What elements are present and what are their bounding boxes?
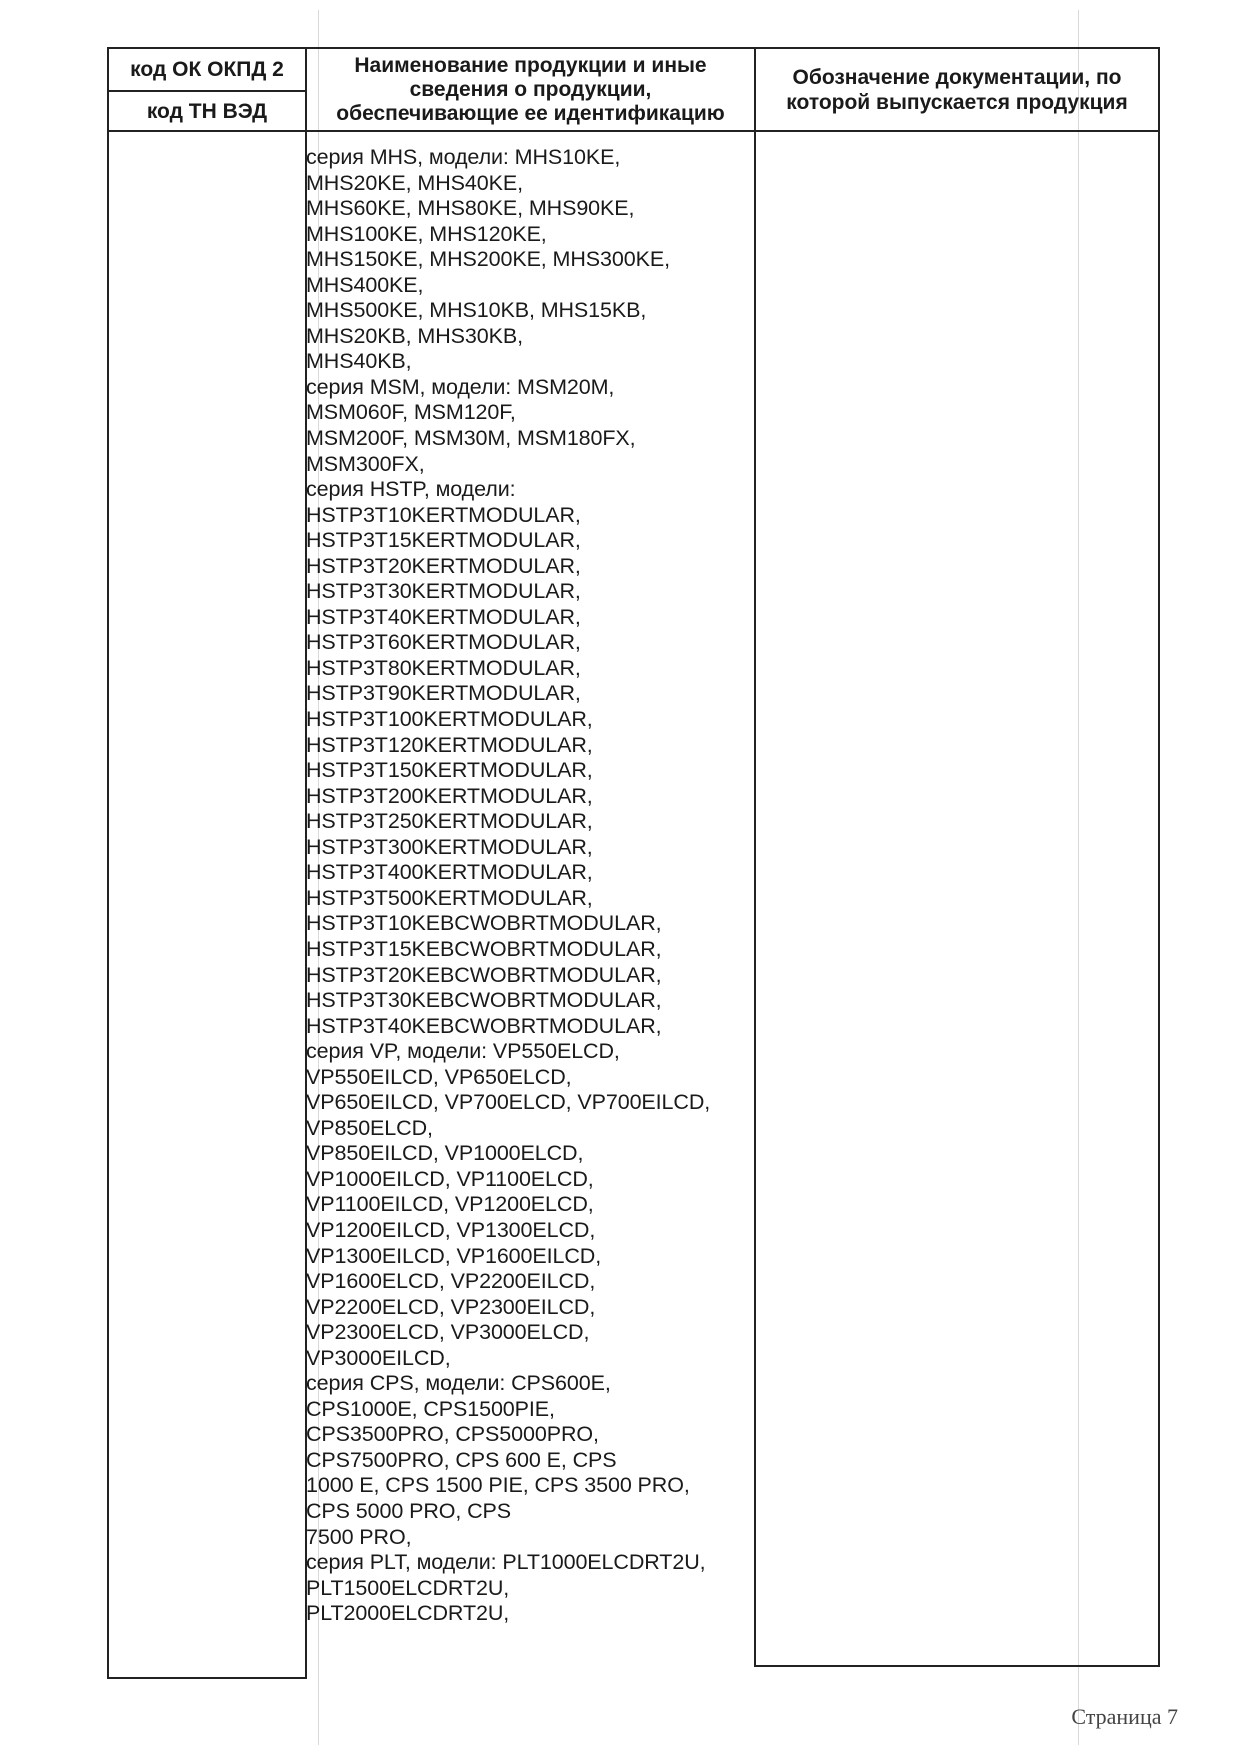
product-line: HSTP3T80KERTMODULAR, — [306, 655, 581, 680]
header-product-name — [307, 49, 754, 130]
product-line: MHS100KE, MHS120KE, — [306, 221, 547, 246]
product-line: MHS150KE, MHS200KE, MHS300KE, — [306, 247, 670, 272]
product-line: HSTP3T10KEBCWOBRTMODULAR, — [306, 911, 662, 936]
product-line: CPS1000E, CPS1500PIE, — [306, 1396, 555, 1421]
product-line: PLT2000ELCDRT2U, — [306, 1601, 510, 1626]
product-line: HSTP3T90KERTMODULAR, — [306, 681, 581, 706]
header-okpd2-label: код ОК ОКПД 2 — [130, 58, 284, 81]
product-line: VP850EILCD, VP1000ELCD, — [306, 1141, 584, 1166]
product-line: VP2300ELCD, VP3000ELCD, — [306, 1320, 590, 1345]
product-line: серия CPS, модели: CPS600E, — [306, 1371, 611, 1396]
header-documentation-label: Обозначение документации, по которой выпускается продукция — [786, 65, 1128, 114]
product-line: HSTP3T400KERTMODULAR, — [306, 860, 593, 885]
product-line: VP1300EILCD, VP1600EILCD, — [306, 1243, 602, 1268]
product-line: MHS400KE, — [306, 272, 424, 297]
product-line: HSTP3T60KERTMODULAR, — [306, 630, 581, 655]
product-line: CPS3500PRO, CPS5000PRO, — [306, 1422, 599, 1447]
product-line: CPS 5000 PRO, CPS — [306, 1498, 512, 1523]
scan-artifact-vertical-right — [1078, 10, 1079, 1745]
product-line: MSM060F, MSM120F, — [306, 400, 516, 425]
product-line: VP650EILCD, VP700ELCD, VP700EILCD, — [306, 1090, 711, 1115]
product-line: HSTP3T10KERTMODULAR, — [306, 502, 581, 527]
product-line: HSTP3T30KEBCWOBRTMODULAR, — [306, 988, 662, 1013]
header-tnved-code — [109, 92, 305, 130]
product-line: VP550EILCD, VP650ELCD, — [306, 1064, 572, 1089]
product-line: серия PLT, модели: PLT1000ELCDRT2U, — [306, 1550, 706, 1575]
product-line: CPS7500PRO, CPS 600 E, CPS — [306, 1447, 617, 1472]
page-number: Страница 7 — [1071, 1704, 1178, 1729]
product-line: HSTP3T200KERTMODULAR, — [306, 783, 593, 808]
product-line: HSTP3T40KEBCWOBRTMODULAR, — [306, 1013, 662, 1038]
header-okpd2-code — [109, 49, 305, 90]
product-line: HSTP3T20KERTMODULAR, — [306, 553, 581, 578]
product-line: серия HSTP, модели: — [306, 477, 516, 502]
product-line: MSM300FX, — [306, 451, 425, 476]
product-line: MHS40KB, — [306, 349, 412, 374]
product-line: VP1200EILCD, VP1300ELCD, — [306, 1217, 596, 1242]
product-line: серия MSM, модели: MSM20M, — [306, 374, 615, 399]
product-line: 7500 PRO, — [306, 1524, 412, 1549]
product-line: HSTP3T20KEBCWOBRTMODULAR, — [306, 962, 662, 987]
product-line: HSTP3T150KERTMODULAR, — [306, 758, 593, 783]
product-line: VP2200ELCD, VP2300EILCD, — [306, 1294, 596, 1319]
product-line: MHS20KE, MHS40KE, — [306, 170, 523, 195]
product-line: 1000 E, CPS 1500 PIE, CPS 3500 PRO, — [306, 1473, 690, 1498]
header-tnved-label: код ТН ВЭД — [146, 99, 268, 123]
product-line: HSTP3T250KERTMODULAR, — [306, 809, 593, 834]
product-line: MHS20KB, MHS30KB, — [306, 323, 523, 348]
product-line: HSTP3T15KERTMODULAR, — [306, 528, 581, 553]
product-line: HSTP3T300KERTMODULAR, — [306, 834, 593, 859]
product-line: MHS500KE, MHS10KB, MHS15KB, — [306, 298, 647, 323]
product-description-list — [306, 145, 756, 1627]
header-product-name-label: Наименование продукции и иные сведения о продукции, обеспечивающие ее идентификацию — [336, 53, 725, 125]
product-line: HSTP3T40KERTMODULAR, — [306, 604, 581, 629]
product-line: серия VP, модели: VP550ELCD, — [306, 1039, 620, 1064]
product-line: HSTP3T15KEBCWOBRTMODULAR, — [306, 936, 662, 961]
product-line: VP1600ELCD, VP2200EILCD, — [306, 1269, 596, 1294]
product-line: HSTP3T500KERTMODULAR, — [306, 885, 593, 910]
product-line: PLT1500ELCDRT2U, — [306, 1575, 510, 1600]
product-line: HSTP3T120KERTMODULAR, — [306, 732, 593, 757]
product-line: HSTP3T30KERTMODULAR, — [306, 579, 581, 604]
product-line: HSTP3T100KERTMODULAR, — [306, 707, 593, 732]
product-line: MHS60KE, MHS80KE, MHS90KE, — [306, 196, 635, 221]
product-line: серия MHS, модели: MHS10KE, — [306, 145, 621, 169]
product-line: VP1100EILCD, VP1200ELCD, — [306, 1192, 594, 1217]
product-line: MSM200F, MSM30M, MSM180FX, — [306, 426, 636, 451]
product-line: VP1000EILCD, VP1100ELCD, — [306, 1166, 594, 1191]
product-line: VP3000EILCD, — [306, 1345, 451, 1370]
product-line: VP850ELCD, — [306, 1115, 433, 1140]
header-documentation — [756, 49, 1158, 130]
